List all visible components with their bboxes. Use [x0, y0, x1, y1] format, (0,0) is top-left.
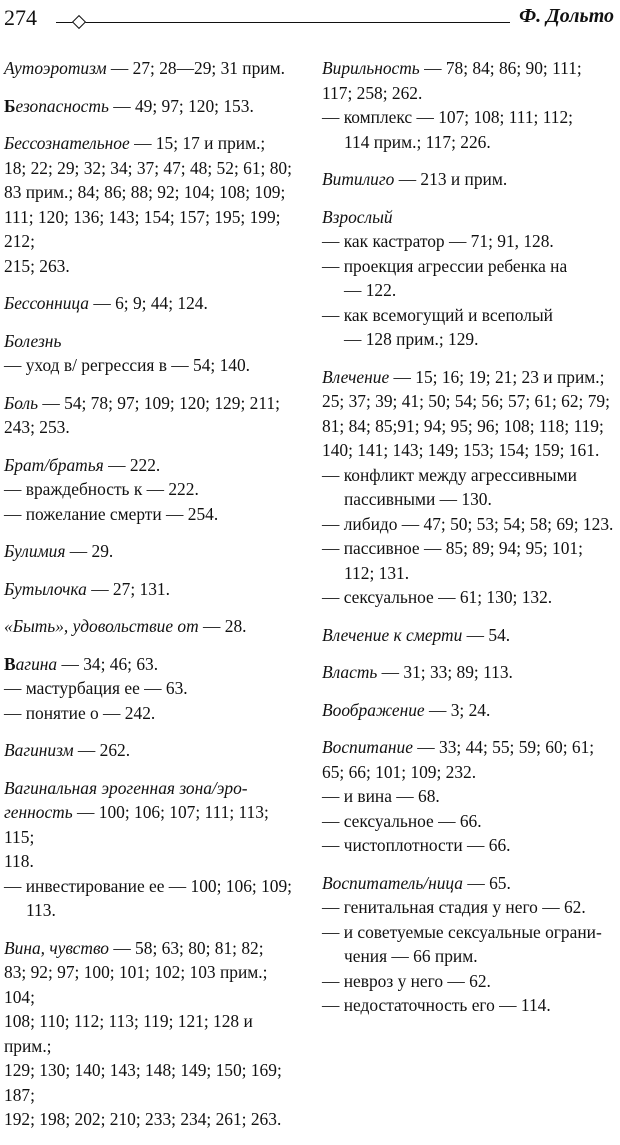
entry-heading — [4, 579, 87, 599]
page-refs: 83 прим.; 84; 86; 88; 92; 104; 108; 109; — [4, 182, 286, 202]
heading-text: Влечение к смерти — [322, 624, 463, 645]
page-refs: — 213 и прим. — [394, 169, 508, 189]
index-line — [322, 130, 618, 155]
page-refs: 83; 92; 97; 100; 101; 102; 103 прим.; 104; — [4, 962, 268, 1007]
heading-text: генность — [4, 802, 73, 822]
page-refs: — либидо — 47; 50; 53; 54; 58; 69; 123. — [322, 513, 614, 534]
entry-heading — [4, 393, 38, 413]
index-line — [4, 676, 296, 701]
entry-heading — [322, 367, 389, 387]
index-entry — [4, 738, 296, 763]
diamond-ornament-icon — [72, 15, 86, 29]
entry-heading — [4, 616, 199, 636]
page-refs: — 49; 97; 120; 153. — [108, 95, 254, 116]
index-line — [4, 180, 296, 205]
index-entry — [4, 614, 296, 639]
page-refs: 243; 253. — [4, 417, 70, 437]
entry-heading — [4, 133, 130, 153]
page-refs: — 34; 46; 63. — [57, 653, 159, 674]
index-line — [322, 698, 618, 723]
index-line — [4, 156, 296, 181]
page-refs: 117; 258; 262. — [322, 82, 423, 103]
index-entry — [322, 735, 618, 858]
index-line — [322, 536, 618, 561]
page-refs: — 29. — [65, 541, 114, 561]
page-refs: — 65. — [463, 872, 511, 893]
index-line — [4, 1107, 296, 1132]
page-refs: — 262. — [73, 740, 131, 760]
index-line — [322, 735, 618, 760]
page-refs: — уход в/ регрессия в — 54; 140. — [4, 355, 251, 375]
page-refs: — невроз у него — 62. — [322, 970, 491, 991]
index-entry — [322, 871, 618, 1018]
page-refs: — мастурбация ее — 63. — [4, 678, 188, 698]
entry-heading — [4, 331, 61, 351]
heading-text: Болезнь — [4, 330, 62, 351]
page-refs: 18; 22; 29; 32; 34; 37; 47; 48; 52; 61; 80; — [4, 157, 292, 178]
page-refs: — как кастратор — 71; 91, 128. — [322, 231, 554, 251]
page-refs: — 54; 78; 97; 109; 120; 129; 211; — [38, 392, 280, 413]
index-line — [322, 278, 618, 303]
heading-text: Вина, чувство — [4, 937, 109, 958]
heading-text: «Быть», удовольствие от — [4, 616, 199, 636]
heading-text: Воображение — [322, 699, 425, 720]
page-refs: 112; 131. — [344, 562, 410, 583]
page-refs: 25; 37; 39; 41; 50; 54; 56; 57; 61; 62; 79; — [322, 391, 610, 411]
page-refs: 129; 130; 140; 143; 148; 149; 150; 169; 187; — [4, 1060, 282, 1105]
page-refs: — понятие о — 242. — [4, 702, 156, 723]
index-line — [322, 944, 618, 969]
heading-text: Вирильность — [322, 58, 420, 78]
index-line — [4, 898, 296, 923]
index-entry — [322, 56, 618, 154]
page-refs: — 78; 84; 86; 90; 111; — [419, 58, 582, 78]
index-line — [4, 477, 296, 502]
index-line — [4, 776, 296, 801]
index-line — [4, 353, 296, 378]
page-refs: — 54. — [462, 624, 511, 645]
index-line — [4, 701, 296, 726]
page-refs: — 100; 106; 107; 111; 113; 115; — [4, 802, 269, 847]
page-refs: — и советуемые сексуальные ограни- — [322, 921, 602, 942]
page-refs: 65; 66; 101; 109; 232. — [322, 761, 477, 782]
page-refs: — сексуальное — 66. — [322, 810, 482, 831]
heading-text: Влечение — [322, 366, 390, 387]
index-line — [4, 329, 296, 354]
index-line — [4, 56, 296, 81]
index-line — [4, 874, 296, 899]
heading-text: Булимия — [4, 541, 66, 561]
index-line — [322, 512, 618, 537]
heading-text: Бессознательное — [4, 133, 130, 153]
page-header — [0, 0, 620, 44]
page-refs: — 3; 24. — [424, 699, 491, 720]
page-refs: 108; 110; 112; 113; 119; 121; 128 и прим.; — [4, 1011, 253, 1056]
heading-text: Власть — [322, 662, 378, 682]
index-line — [322, 623, 618, 648]
entry-heading — [322, 625, 462, 645]
page-refs: 140; 141; 143; 149; 153; 154; 159; 161. — [322, 440, 600, 460]
page-refs: — недостаточность его — 114. — [322, 995, 551, 1015]
page-refs: — 6; 9; 44; 124. — [89, 293, 208, 313]
heading-text: Брат/братья — [4, 454, 104, 475]
index-line — [4, 936, 296, 961]
index-entry — [4, 56, 296, 81]
index-line — [322, 993, 618, 1018]
index-line — [4, 453, 296, 478]
index-line — [322, 56, 618, 81]
page-refs: — 222. — [103, 454, 161, 475]
index-line — [4, 391, 296, 416]
index-line — [322, 327, 618, 352]
entry-heading — [4, 96, 109, 116]
index-line — [4, 254, 296, 279]
index-line — [4, 539, 296, 564]
index-entry — [4, 577, 296, 602]
section-initial: В — [4, 653, 16, 674]
index-line — [322, 254, 618, 279]
index-line — [4, 577, 296, 602]
heading-text: Вагинальная эрогенная зона/эро- — [4, 777, 248, 798]
index-line — [4, 291, 296, 316]
page-refs: 118. — [4, 851, 34, 871]
page-refs: — 31; 33; 89; 113. — [377, 662, 513, 682]
index-line — [322, 660, 618, 685]
page-refs: — 58; 63; 80; 81; 82; — [108, 937, 264, 958]
entry-heading — [4, 938, 109, 958]
entry-heading — [4, 58, 107, 78]
index-entry — [4, 291, 296, 316]
page-refs: 215; 263. — [4, 255, 70, 276]
page-refs: — 15; 16; 19; 21; 23 и прим.; — [389, 366, 605, 387]
index-line — [322, 784, 618, 809]
index-line — [322, 585, 618, 610]
index-line — [322, 205, 618, 230]
index-entry — [4, 329, 296, 378]
index-line — [4, 502, 296, 527]
heading-text: езопасность — [15, 95, 109, 116]
index-entry — [322, 623, 618, 648]
page-refs: — 33; 44; 55; 59; 60; 61; — [412, 737, 595, 757]
heading-text: агина — [15, 653, 58, 674]
index-line — [322, 969, 618, 994]
index-line — [322, 871, 618, 896]
page-refs: — инвестирование ее — 100; 106; 109; — [4, 875, 292, 896]
index-line — [322, 760, 618, 785]
page-refs: — 128 прим.; 129. — [344, 329, 479, 349]
index-line — [322, 389, 618, 414]
index-line — [4, 205, 296, 254]
heading-text: Бутылочка — [4, 578, 87, 599]
index-line — [322, 809, 618, 834]
index-line — [322, 895, 618, 920]
index-entry — [322, 205, 618, 352]
index-line — [4, 849, 296, 874]
index-entry — [4, 539, 296, 564]
page-refs: — 122. — [344, 280, 397, 300]
index-entry — [322, 167, 618, 192]
page-refs: — генитальная стадия у него — 62. — [322, 897, 586, 917]
page-refs: пассивными — 130. — [344, 489, 492, 509]
entry-heading — [322, 58, 420, 78]
index-line — [322, 438, 618, 463]
index-column-right — [322, 56, 618, 1031]
page-refs: — 28. — [198, 616, 247, 636]
page-refs: 114 прим.; 117; 226. — [344, 131, 491, 152]
index-line — [4, 738, 296, 763]
index-line — [322, 561, 618, 586]
index-entry — [4, 131, 296, 278]
index-line — [322, 105, 618, 130]
entry-heading — [4, 778, 248, 798]
entry-heading — [4, 541, 65, 561]
heading-text: Воспитание — [322, 737, 413, 757]
heading-text: Воспитатель/ница — [322, 872, 463, 893]
index-line — [4, 614, 296, 639]
index-line — [322, 81, 618, 106]
heading-text: Витилиго — [322, 169, 395, 189]
page-number: 274 — [4, 5, 37, 30]
index-line — [4, 652, 296, 677]
page-refs: 192; 198; 202; 210; 233; 234; 261; 263. — [4, 1109, 282, 1129]
heading-text: Боль — [4, 392, 39, 413]
page-refs: 81; 84; 85;91; 94; 95; 96; 108; 118; 119; — [322, 415, 604, 436]
index-entry — [322, 698, 618, 723]
index-line — [322, 487, 618, 512]
heading-text: Взрослый — [322, 206, 393, 227]
page-refs: — враждебность к — 222. — [4, 479, 199, 499]
entry-heading — [322, 873, 463, 893]
heading-text: Аутоэротизм — [4, 58, 107, 78]
section-initial: Б — [4, 95, 16, 116]
page-refs: — как всемогущий и всеполый — [322, 304, 553, 325]
index-entry — [4, 936, 296, 1132]
page-refs: — конфликт между агрессивными — [322, 464, 577, 485]
index-entry — [4, 776, 296, 923]
page-refs: — чистоплотности — 66. — [322, 835, 511, 855]
page-refs: — 27; 28—29; 31 прим. — [106, 58, 285, 78]
page-refs: — 27; 131. — [86, 578, 170, 599]
index-line — [4, 1058, 296, 1107]
index-line — [4, 131, 296, 156]
page-refs: — пожелание смерти — 254. — [4, 503, 219, 524]
entry-heading — [4, 740, 74, 760]
index-line — [322, 365, 618, 390]
entry-heading — [322, 662, 377, 682]
page-refs: 111; 120; 136; 143; 154; 157; 195; 199; 212; — [4, 206, 281, 251]
index-line — [4, 1009, 296, 1058]
index-line — [322, 463, 618, 488]
entry-heading — [4, 455, 104, 475]
entry-heading — [4, 802, 73, 822]
entry-heading — [4, 293, 89, 313]
entry-heading — [4, 654, 57, 674]
page-refs: — комплекс — 107; 108; 111; 112; — [322, 107, 573, 127]
index-line — [322, 414, 618, 439]
entry-heading — [322, 700, 425, 720]
entry-heading — [322, 169, 394, 189]
index-entry — [4, 94, 296, 119]
page-refs: — и вина — 68. — [322, 786, 440, 806]
index-entry — [4, 391, 296, 440]
index-line — [4, 94, 296, 119]
index-line — [322, 167, 618, 192]
running-title: Ф. Дольто — [519, 5, 614, 27]
page-refs: — проекция агрессии ребенка на — [322, 255, 568, 276]
index-line — [4, 800, 296, 849]
page-refs: — 15; 17 и прим.; — [129, 133, 266, 153]
index-line — [4, 415, 296, 440]
heading-text: Бессонница — [4, 293, 89, 313]
index-column-left — [4, 56, 296, 1145]
page-refs: — пассивное — 85; 89; 94; 95; 101; — [322, 538, 583, 558]
heading-text: Вагинизм — [4, 740, 74, 760]
index-line — [322, 920, 618, 945]
page-refs: чения — 66 прим. — [344, 946, 478, 966]
index-line — [322, 229, 618, 254]
index-entry — [322, 660, 618, 685]
index-line — [322, 833, 618, 858]
index-entry — [4, 652, 296, 726]
entry-heading — [322, 737, 413, 757]
page-refs: — сексуальное — 61; 130; 132. — [322, 587, 553, 607]
index-entry — [322, 365, 618, 610]
page-refs: 113. — [26, 900, 56, 920]
entry-heading — [322, 207, 393, 227]
index-line — [322, 303, 618, 328]
header-rule — [56, 22, 510, 23]
index-entry — [4, 453, 296, 527]
